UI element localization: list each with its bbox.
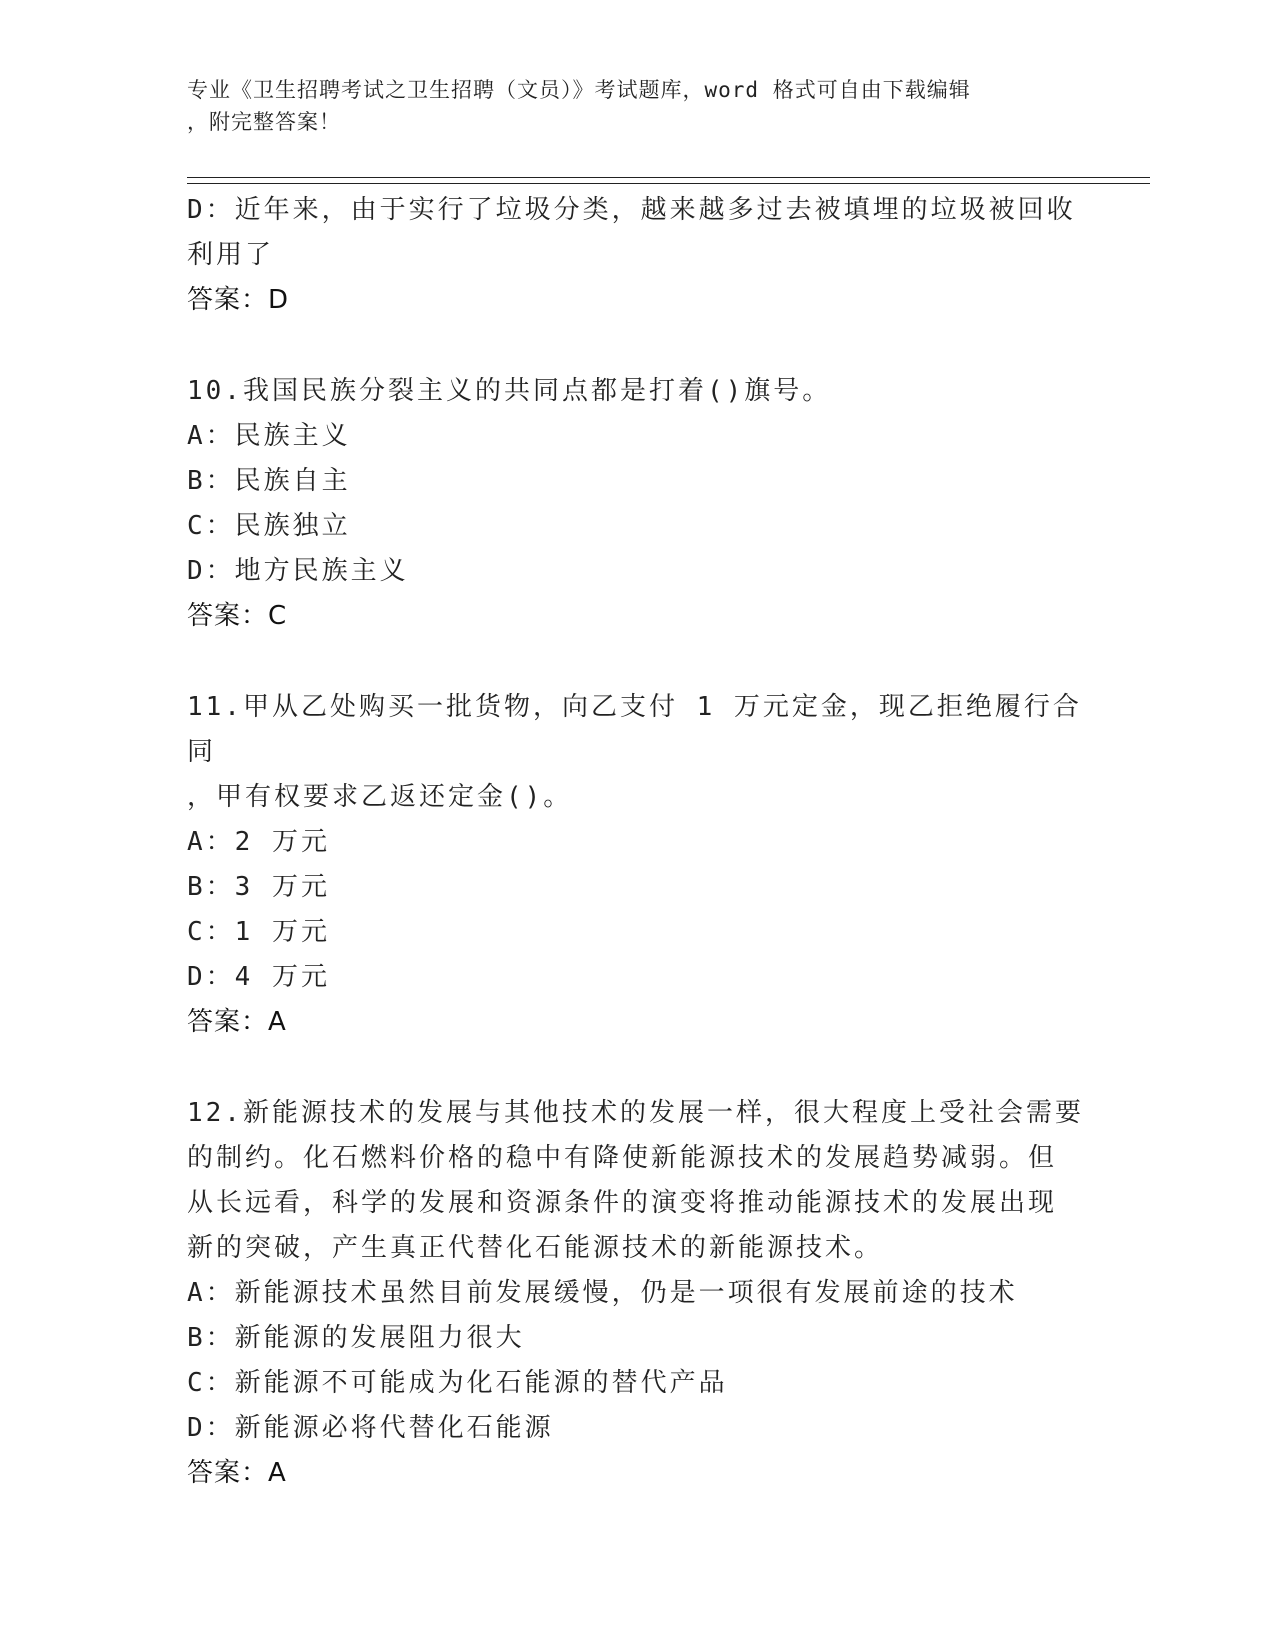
- question-content: [187, 188, 1087, 1496]
- option-b: B：3 万元: [187, 872, 330, 902]
- option-d-text-continued: 利用了: [187, 240, 275, 270]
- option-a: A：2 万元: [187, 827, 330, 857]
- answer-line: 答案：A: [187, 1458, 287, 1488]
- question-stem-continued: 的制约。化石燃料价格的稳中有降使新能源技术的发展趋势减弱。但: [187, 1143, 1058, 1173]
- question-stem: 11.甲从乙处购买一批货物，向乙支付 1 万元定金，现乙拒绝履行合同: [187, 692, 1082, 767]
- option-d: D：4 万元: [187, 962, 330, 992]
- question-stem-continued: 新的突破，产生真正代替化石能源技术的新能源技术。: [187, 1233, 884, 1263]
- spacer: [187, 639, 1087, 685]
- option-b: B：新能源的发展阻力很大: [187, 1323, 525, 1353]
- question-11: [187, 685, 1087, 1045]
- option-b: B：民族自主: [187, 466, 351, 496]
- answer-line: 答案：D: [187, 285, 290, 315]
- option-d: D：地方民族主义: [187, 556, 409, 586]
- option-d: D：新能源必将代替化石能源: [187, 1413, 554, 1443]
- option-c: C：民族独立: [187, 511, 351, 541]
- header-divider: [187, 177, 1150, 184]
- answer-line: 答案：C: [187, 601, 288, 631]
- answer-line: 答案：A: [187, 1007, 287, 1037]
- option-c: C：新能源不可能成为化石能源的替代产品: [187, 1368, 728, 1398]
- page-header: [187, 74, 1087, 138]
- question-stem: 10.我国民族分裂主义的共同点都是打着()旗号。: [187, 376, 832, 406]
- option-a: A：民族主义: [187, 421, 351, 451]
- spacer: [187, 1045, 1087, 1091]
- option-a: A：新能源技术虽然目前发展缓慢，仍是一项很有发展前途的技术: [187, 1278, 1018, 1308]
- question-12: [187, 1091, 1087, 1496]
- option-d-text: D：近年来，由于实行了垃圾分类，越来越多过去被填埋的垃圾被回收: [187, 195, 1076, 225]
- prev-question-block: [187, 188, 1087, 323]
- header-title-line1: 专业《卫生招聘考试之卫生招聘（文员）》考试题库，word 格式可自由下载编辑: [187, 78, 971, 102]
- spacer: [187, 323, 1087, 369]
- question-stem-continued: ，甲有权要求乙返还定金()。: [187, 782, 573, 812]
- question-10: [187, 369, 1087, 639]
- option-c: C：1 万元: [187, 917, 330, 947]
- question-stem: 12.新能源技术的发展与其他技术的发展一样，很大程度上受社会需要: [187, 1098, 1084, 1128]
- question-stem-continued: 从长远看，科学的发展和资源条件的演变将推动能源技术的发展出现: [187, 1188, 1058, 1218]
- header-title-line2: ，附完整答案！: [187, 110, 341, 134]
